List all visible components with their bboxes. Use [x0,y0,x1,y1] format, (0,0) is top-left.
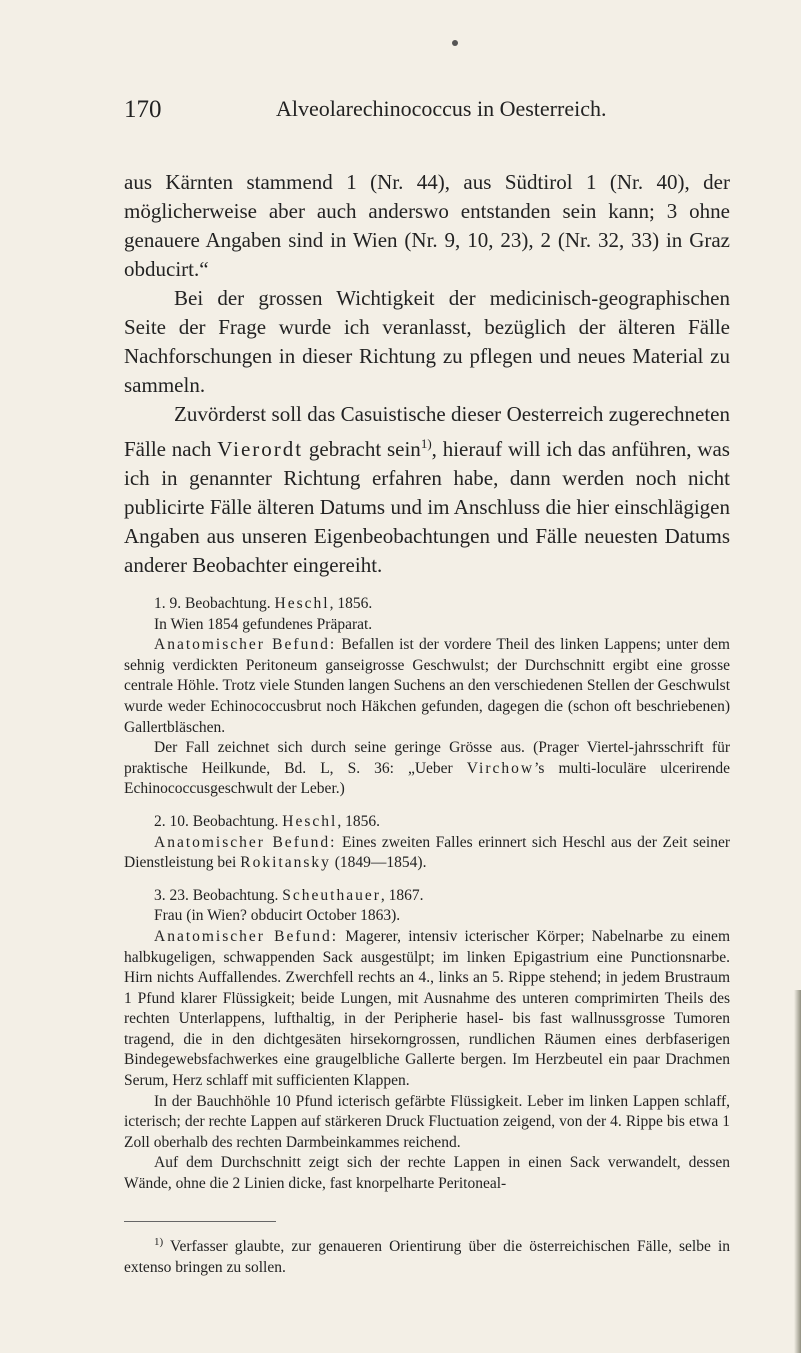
case-note: Der Fall zeichnet sich durch seine geringe Grösse aus. (Prager Viertel-jahrsschrift für praktische Heilkunde, Bd. L, S. 36: „Ueber Virchow’s multi-loculäre ulcerirende Echinococcusgeschwult der Leber.) [124,739,730,798]
case-heading: 2. 10. Beobachtung. Heschl, 1856. [154,812,380,830]
befund-label: Anatomischer Befund: [154,927,339,945]
case-origin: Frau (in Wien? obducirt October 1863). [154,907,401,925]
footnote-mark: 1) [154,1235,164,1248]
paragraph-1: aus Kärnten stammend 1 (Nr. 44), aus Südtirol 1 (Nr. 40), der möglicherweise aber auch anderswo entstanden sein kann; 3 ohne genauere Angaben sind in Wien (Nr. 9, 10, 23), 2 (Nr. 32, 33) in Graz obducirt.“ [124,170,730,281]
case-2 [124,812,730,874]
footnote-rule [124,1221,276,1222]
footnote-reference: 1) [420,436,432,451]
page-mark [452,40,458,46]
befund-label: Anatomischer Befund: [154,833,337,851]
case-paragraph: In der Bauchhöhle 10 Pfund icterisch gefärbte Flüssigkeit. Leber im linken Lappen schlaff, icterisch; der rechte Lappen auf stärkeren Druck Fluctuation zeigend, von der 4. Rippe bis etwa 1 Zoll oberhalb des rechten Darmbeinkammes reichend. [124,1092,730,1151]
page-number: 170 [124,96,162,123]
case-paragraph: Auf dem Durchschnitt zeigt sich der rechte Lappen in einen Sack verwandelt, dessen Wände, ohne die 2 Linien dicke, fast knorpelharte Peritoneal- [124,1154,730,1193]
case-list [124,594,730,1195]
case-3 [124,886,730,1195]
page-edge-shadow [794,990,801,1353]
page-body [124,168,730,1278]
case-origin: In Wien 1854 gefundenes Präparat. [154,615,373,633]
running-title: Alveolarechinococcus in Oesterreich. [276,96,607,121]
case-befund: Anatomischer Befund: Magerer, intensiv icterischer Körper; Nabelnarbe zu einem halbkugeligen, schwappenden Sack ausgestülpt; im linken Epigastrium eine Punctionsnarbe. Hirn nichts Auffallendes. Zwerchfell rechts an 4., links an 5. Rippe stehend; in jedem Brustraum 1 Pfund klarer Flüssigkeit; beide Lungen, mit Ausnahme des unteren comprimirten Theils des rechten Unterlappens, lufthaltig, in der Peripherie hasel- bis fast wallnussgrosse Tumoren tragend, die in den dichtgesäten hirsekorngrossen, rundlichen Räumen eines derbfaserigen Bindegewebsfachwerkes eine graugelbliche Gallerte bergen. Im Herzbeutel ein paar Drachmen Serum, Herz schlaff mit sufficienten Klappen. [124,927,730,1090]
case-befund: Anatomischer Befund: Eines zweiten Falles erinnert sich Heschl aus der Zeit seiner Dienstleistung bei Rokitansky (1849—1854). [124,833,730,872]
case-1 [124,594,730,800]
case-heading: 3. 23. Beobachtung. Scheuthauer, 1867. [154,886,424,904]
case-befund: Anatomischer Befund: Befallen ist der vordere Theil des linken Lappens; unter dem sehnig verdickten Peritoneum ganseigrosse Geschwulst; der Durchschnitt ergibt eine grosse centrale Höhle. Trotz viele Stunden langen Suchens an den verschiedenen Stellen der Geschwulst wurde weder Echinococcusbrut noch Häkchen gefunden, dagegen die (schon oft beschriebenen) Gallertbläschen. [124,636,730,736]
paragraph-2: Bei der grossen Wichtigkeit der medicinisch-geographischen Seite der Frage wurde ich veranlasst, bezüglich der älteren Fälle Nachforschungen in dieser Richtung zu pflegen und neues Material zu sammeln. [124,286,730,397]
main-text [124,168,730,580]
page-header [124,96,704,136]
author-name: Vierordt [217,437,304,461]
footnote: $^{1)}$ Verfasser glaubte, zur genaueren Orientirung über die österreichischen Fälle, selbe in extenso bringen zu sollen. [124,1235,730,1276]
befund-label: Anatomischer Befund: [154,636,337,654]
paragraph-3: Zuvörderst soll das Casuistische dieser Oesterreich zugerechneten Fälle nach Vierordt gebracht sein$^{1)}$, hierauf will ich das anführen, was ich in genannter Richtung erfahren habe, dann werden noch nicht publicirte Fälle älteren Datums und im Anschluss die hier einschlägigen Angaben aus unseren Eigenbeobachtungen und Fälle neuesten Datums anderer Beobachter eingereiht. [124,402,730,577]
case-heading: 1. 9. Beobachtung. Heschl, 1856. [154,595,373,612]
